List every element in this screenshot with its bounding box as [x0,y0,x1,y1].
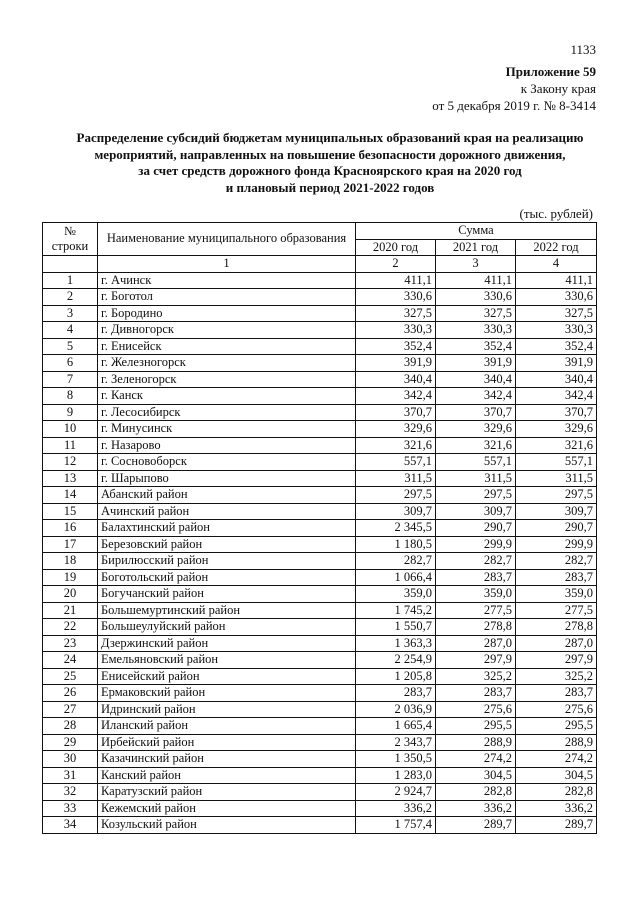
municipality-name: г. Лесосибирск [98,404,356,421]
value-2022: 557,1 [516,454,597,471]
municipality-name: Балахтинский район [98,520,356,537]
value-2020: 309,7 [356,503,436,520]
table-row [43,734,597,751]
row-number: 18 [43,553,98,570]
value-2021: 297,9 [436,652,516,669]
header-name: Наименование муниципального образования [98,223,356,256]
value-2021: 370,7 [436,404,516,421]
row-number: 5 [43,338,98,355]
value-2021: 311,5 [436,470,516,487]
table-row [43,602,597,619]
municipality-name: г. Назарово [98,437,356,454]
value-2021: 289,7 [436,817,516,834]
value-2020: 330,3 [356,322,436,339]
table-row [43,289,597,306]
units-label: (тыс. рублей) [519,206,593,221]
value-2021: 275,6 [436,701,516,718]
table-row [43,635,597,652]
municipality-name: Ермаковский район [98,685,356,702]
title-line: Распределение субсидий бюджетам муниципальных образований края на реализацию [76,130,584,145]
row-number: 12 [43,454,98,471]
table-row [43,586,597,603]
value-2021: 304,5 [436,767,516,784]
index-cell: 3 [436,256,516,273]
municipality-name: Каратузский район [98,784,356,801]
value-2020: 327,5 [356,305,436,322]
table-row [43,305,597,322]
row-number: 20 [43,586,98,603]
municipality-name: г. Сосновоборск [98,454,356,471]
table-header [43,223,597,273]
row-number: 13 [43,470,98,487]
row-number: 34 [43,817,98,834]
value-2022: 311,5 [516,470,597,487]
appendix-block [432,63,596,114]
index-cell [43,256,98,273]
value-2021: 359,0 [436,586,516,603]
value-2021: 330,6 [436,289,516,306]
row-number: 22 [43,619,98,636]
row-number: 17 [43,536,98,553]
row-number: 30 [43,751,98,768]
value-2020: 411,1 [356,272,436,289]
header-year-2021: 2021 год [436,239,516,256]
value-2021: 321,6 [436,437,516,454]
value-2020: 283,7 [356,685,436,702]
row-number: 16 [43,520,98,537]
table-row [43,800,597,817]
row-number: 27 [43,701,98,718]
value-2021: 297,5 [436,487,516,504]
table-row [43,751,597,768]
table-row [43,272,597,289]
table-row [43,454,597,471]
table-row [43,784,597,801]
row-number: 26 [43,685,98,702]
value-2020: 2 254,9 [356,652,436,669]
table-row [43,685,597,702]
table-row [43,503,597,520]
table-row [43,701,597,718]
value-2021: 329,6 [436,421,516,438]
value-2020: 2 036,9 [356,701,436,718]
value-2021: 282,7 [436,553,516,570]
page-number: 1133 [570,42,596,57]
header-num-symbol: № [64,224,76,238]
row-number: 4 [43,322,98,339]
row-number: 28 [43,718,98,735]
value-2022: 295,5 [516,718,597,735]
value-2021: 330,3 [436,322,516,339]
row-number: 9 [43,404,98,421]
municipality-name: г. Бородино [98,305,356,322]
row-number: 8 [43,388,98,405]
table-row [43,322,597,339]
value-2021: 282,8 [436,784,516,801]
value-2022: 411,1 [516,272,597,289]
value-2021: 557,1 [436,454,516,471]
index-cell: 4 [516,256,597,273]
value-2020: 311,5 [356,470,436,487]
appendix-title: Приложение 59 [505,64,596,79]
value-2022: 297,5 [516,487,597,504]
table-row [43,388,597,405]
row-number: 25 [43,668,98,685]
table-body [43,272,597,833]
municipality-name: Емельяновский район [98,652,356,669]
municipality-name: г. Ачинск [98,272,356,289]
value-2022: 299,9 [516,536,597,553]
table-row [43,421,597,438]
table-row [43,668,597,685]
value-2021: 287,0 [436,635,516,652]
value-2020: 1 665,4 [356,718,436,735]
row-number: 29 [43,734,98,751]
value-2022: 321,6 [516,437,597,454]
municipality-name: г. Енисейск [98,338,356,355]
municipality-name: Березовский район [98,536,356,553]
municipality-name: Большемуртинский район [98,602,356,619]
municipality-name: Дзержинский район [98,635,356,652]
table-row [43,553,597,570]
value-2021: 325,2 [436,668,516,685]
table-row [43,437,597,454]
value-2022: 327,5 [516,305,597,322]
value-2020: 1 283,0 [356,767,436,784]
table-row [43,536,597,553]
value-2021: 295,5 [436,718,516,735]
value-2021: 283,7 [436,685,516,702]
value-2020: 1 350,5 [356,751,436,768]
value-2022: 329,6 [516,421,597,438]
value-2020: 1 757,4 [356,817,436,834]
value-2020: 391,9 [356,355,436,372]
municipality-name: Абанский район [98,487,356,504]
value-2020: 336,2 [356,800,436,817]
value-2022: 340,4 [516,371,597,388]
value-2021: 336,2 [436,800,516,817]
value-2020: 297,5 [356,487,436,504]
row-number: 24 [43,652,98,669]
municipality-name: Боготольский район [98,569,356,586]
header-num-word: строки [51,239,89,253]
table-row [43,767,597,784]
value-2022: 288,9 [516,734,597,751]
value-2020: 2 343,7 [356,734,436,751]
municipality-name: г. Канск [98,388,356,405]
value-2020: 340,4 [356,371,436,388]
table-row [43,520,597,537]
municipality-name: Енисейский район [98,668,356,685]
value-2020: 1 180,5 [356,536,436,553]
municipality-name: г. Дивногорск [98,322,356,339]
value-2022: 309,7 [516,503,597,520]
table-row [43,355,597,372]
value-2022: 391,9 [516,355,597,372]
table-row [43,470,597,487]
table-row [43,569,597,586]
value-2022: 277,5 [516,602,597,619]
value-2021: 309,7 [436,503,516,520]
value-2022: 290,7 [516,520,597,537]
value-2020: 1 550,7 [356,619,436,636]
value-2021: 327,5 [436,305,516,322]
header-year-2020: 2020 год [356,239,436,256]
table-row [43,718,597,735]
value-2021: 278,8 [436,619,516,636]
header-row-number [43,223,98,256]
row-number: 1 [43,272,98,289]
table-row [43,338,597,355]
row-number: 23 [43,635,98,652]
value-2022: 283,7 [516,685,597,702]
municipality-name: Ачинский район [98,503,356,520]
value-2020: 557,1 [356,454,436,471]
value-2020: 1 745,2 [356,602,436,619]
index-cell: 2 [356,256,436,273]
value-2022: 325,2 [516,668,597,685]
value-2021: 283,7 [436,569,516,586]
appendix-law-ref: к Закону края [520,81,596,96]
row-number: 2 [43,289,98,306]
municipality-name: Канский район [98,767,356,784]
value-2022: 274,2 [516,751,597,768]
municipality-name: г. Боготол [98,289,356,306]
value-2021: 277,5 [436,602,516,619]
document-title [40,130,620,196]
value-2020: 321,6 [356,437,436,454]
title-line: мероприятий, направленных на повышение безопасности дорожного движения, [94,146,566,162]
municipality-name: Иланский район [98,718,356,735]
municipality-name: Казачинский район [98,751,356,768]
value-2020: 1 205,8 [356,668,436,685]
value-2020: 370,7 [356,404,436,421]
row-number: 33 [43,800,98,817]
title-line: за счет средств дорожного фонда Красноярского края на 2020 год [138,163,522,178]
value-2020: 329,6 [356,421,436,438]
municipality-name: Богучанский район [98,586,356,603]
municipality-name: г. Шарыпово [98,470,356,487]
municipality-name: Ирбейский район [98,734,356,751]
municipality-name: Кежемский район [98,800,356,817]
value-2020: 1 363,3 [356,635,436,652]
value-2022: 289,7 [516,817,597,834]
row-number: 10 [43,421,98,438]
appendix-date: от 5 декабря 2019 г. № 8-3414 [432,98,596,113]
value-2022: 282,7 [516,553,597,570]
value-2022: 370,7 [516,404,597,421]
table-row [43,619,597,636]
table-row [43,817,597,834]
table-row [43,371,597,388]
row-number: 32 [43,784,98,801]
value-2020: 2 345,5 [356,520,436,537]
value-2021: 290,7 [436,520,516,537]
value-2021: 391,9 [436,355,516,372]
value-2022: 275,6 [516,701,597,718]
row-number: 11 [43,437,98,454]
value-2021: 288,9 [436,734,516,751]
value-2022: 359,0 [516,586,597,603]
value-2022: 336,2 [516,800,597,817]
value-2020: 1 066,4 [356,569,436,586]
row-number: 31 [43,767,98,784]
value-2022: 283,7 [516,569,597,586]
value-2022: 330,6 [516,289,597,306]
value-2022: 304,5 [516,767,597,784]
title-line: и плановый период 2021-2022 годов [225,179,435,195]
value-2022: 330,3 [516,322,597,339]
value-2022: 282,8 [516,784,597,801]
value-2021: 274,2 [436,751,516,768]
value-2020: 2 924,7 [356,784,436,801]
value-2020: 352,4 [356,338,436,355]
value-2021: 299,9 [436,536,516,553]
table-row [43,404,597,421]
table-row [43,487,597,504]
row-number: 19 [43,569,98,586]
row-number: 6 [43,355,98,372]
value-2020: 359,0 [356,586,436,603]
table-row [43,652,597,669]
subsidy-table [42,222,597,834]
value-2022: 278,8 [516,619,597,636]
row-number: 15 [43,503,98,520]
municipality-name: Идринский район [98,701,356,718]
value-2021: 340,4 [436,371,516,388]
municipality-name: г. Минусинск [98,421,356,438]
value-2021: 352,4 [436,338,516,355]
row-number: 3 [43,305,98,322]
index-cell: 1 [98,256,356,273]
value-2020: 282,7 [356,553,436,570]
value-2022: 352,4 [516,338,597,355]
municipality-name: Козульский район [98,817,356,834]
row-number: 14 [43,487,98,504]
value-2022: 287,0 [516,635,597,652]
header-sum: Сумма [356,223,597,240]
value-2022: 297,9 [516,652,597,669]
value-2021: 411,1 [436,272,516,289]
municipality-name: г. Железногорск [98,355,356,372]
municipality-name: Большеулуйский район [98,619,356,636]
municipality-name: г. Зеленогорск [98,371,356,388]
value-2020: 330,6 [356,289,436,306]
row-number: 21 [43,602,98,619]
header-year-2022: 2022 год [516,239,597,256]
value-2021: 342,4 [436,388,516,405]
value-2022: 342,4 [516,388,597,405]
municipality-name: Бирилюсский район [98,553,356,570]
value-2020: 342,4 [356,388,436,405]
row-number: 7 [43,371,98,388]
